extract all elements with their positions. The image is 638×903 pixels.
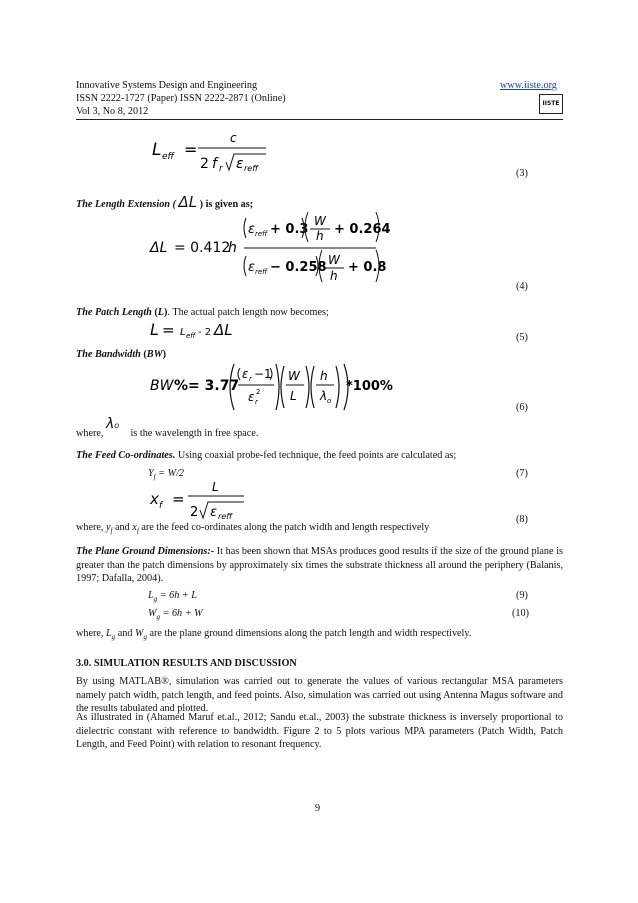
patch-length-symbol: L — [157, 307, 165, 318]
wg-expression: = 6h + W — [162, 608, 203, 619]
patch-length-line: The Patch Length (L). The actual patch length now becomes; — [76, 307, 329, 318]
svg-text:reff: reff — [244, 164, 258, 173]
svg-text:ε: ε — [210, 505, 218, 520]
svg-text:ΔL: ΔL — [150, 240, 168, 256]
svg-text:L: L — [212, 480, 219, 494]
svg-text:ΔL: ΔL — [214, 321, 233, 339]
svg-text:eff: eff — [162, 152, 175, 162]
where-word: where, — [76, 428, 104, 439]
lambda-description: is the wavelength in free space. — [130, 428, 259, 439]
where-feed-line: where, $y_f$ and $x_f$ are the feed co-ordinates along the patch width and length respectively — [76, 522, 430, 536]
volume-line: Vol 3, No 8, 2012 — [76, 106, 149, 117]
eq-number-6: (6) — [516, 402, 528, 413]
eq-number-3: (3) — [516, 168, 528, 179]
svg-text:W: W — [328, 253, 340, 267]
svg-text:o: o — [327, 397, 332, 405]
svg-text:W: W — [314, 214, 326, 228]
svg-text:h: h — [316, 229, 324, 243]
bandwidth-symbol: BW — [146, 349, 163, 360]
svg-text:+ 0.264: + 0.264 — [334, 222, 391, 237]
equation-10: $W_g = 6h + W$ — [148, 608, 203, 622]
eq-number-8: (8) — [516, 514, 528, 525]
svg-text:L: L — [180, 327, 186, 338]
svg-text:+ 0.3: + 0.3 — [270, 222, 309, 237]
length-extension-rest: ) is given as; — [199, 199, 254, 210]
svg-text:r: r — [219, 164, 223, 174]
equation-7: $Y_f = W/2$ — [148, 468, 185, 482]
patch-length-label: The Patch Length — [76, 307, 152, 318]
svg-text:reff: reff — [255, 268, 268, 276]
where-feed-text: are the feed co-ordinates along the patch width and length respectively — [141, 522, 430, 533]
svg-text:− 0.258: − 0.258 — [270, 260, 327, 275]
svg-text:−1: −1 — [254, 367, 272, 381]
svg-text:f: f — [159, 501, 163, 511]
equation-8 — [148, 478, 258, 524]
svg-text:ε: ε — [248, 390, 255, 404]
where-ground-text: are the plane ground dimensions along the patch length and width respectively. — [149, 628, 472, 639]
svg-text:r: r — [249, 375, 252, 383]
svg-text:reff: reff — [218, 512, 232, 521]
feed-label: The Feed Co-ordinates. — [76, 450, 176, 461]
svg-text:ε: ε — [236, 156, 244, 172]
journal-name: Innovative Systems Design and Engineering — [76, 80, 258, 91]
svg-text:h: h — [228, 240, 237, 256]
bandwidth-line: The Bandwidth (BW) — [76, 349, 167, 360]
header-rule — [76, 119, 563, 120]
equation-5 — [148, 318, 268, 342]
equation-4 — [148, 208, 391, 288]
iiste-logo: IISTE — [539, 94, 563, 114]
svg-text:=: = — [172, 490, 185, 508]
yf-expression: = W/2 — [158, 468, 185, 479]
issn-line: ISSN 2222-1727 (Paper) ISSN 2222-2871 (Online) — [76, 93, 286, 104]
svg-text:ε: ε — [242, 367, 249, 381]
svg-text:L: L — [152, 140, 162, 160]
svg-text:reff: reff — [255, 230, 268, 238]
eq-number-4: (4) — [516, 281, 528, 292]
svg-text:λ: λ — [320, 389, 328, 403]
simulation-paragraph-1: By using MATLAB®, simulation was carried out to generate the values of various rectangular MSA parameters namely patch width, patch length, and feed points. Also, simulation was carried out using Antenna Magus software and the results tabulated and plotted. — [76, 676, 563, 714]
eq-number-5: (5) — [516, 332, 528, 343]
svg-text:+ 0.8: + 0.8 — [348, 260, 387, 275]
svg-text:r: r — [255, 398, 258, 406]
svg-text:h: h — [330, 269, 338, 283]
svg-text:- 2: - 2 — [198, 327, 212, 338]
equation-6 — [148, 360, 393, 416]
svg-text:=: = — [184, 140, 198, 159]
svg-text:L: L — [290, 389, 297, 403]
bandwidth-label: The Bandwidth — [76, 349, 141, 360]
svg-text:=: = — [162, 321, 175, 339]
svg-text:%= 3.77: %= 3.77 — [174, 378, 240, 394]
section-heading: 3.0. SIMULATION RESULTS AND DISCUSSION — [76, 658, 297, 669]
where-lambda-line — [76, 416, 259, 440]
lambda-symbol: λo — [105, 416, 120, 432]
svg-text:ε: ε — [248, 260, 256, 275]
ground-label: The Plane Ground Dimensions:- — [76, 546, 215, 557]
page-number: 9 — [315, 803, 321, 814]
ground-rest: It has been shown that MSAs produces good results if the size of the ground plane is greater than the patch dimensions by approximately six times the substrate thickness all around the periphery (Balanis, 1997; Dafalla, 2004). — [76, 546, 563, 584]
lg-expression: = 6h + L — [159, 590, 197, 601]
svg-text:2: 2 — [200, 156, 209, 172]
svg-text:f: f — [212, 156, 217, 172]
svg-text:eff: eff — [186, 332, 196, 340]
svg-text:L: L — [150, 320, 159, 339]
patch-length-rest: . The actual patch length now becomes; — [167, 307, 329, 318]
svg-text:h: h — [320, 369, 328, 383]
svg-text:2: 2 — [190, 505, 199, 520]
svg-text:c: c — [230, 131, 237, 145]
website-link[interactable]: www.iiste.org — [500, 80, 557, 91]
delta-l-symbol: ΔL — [178, 193, 198, 211]
svg-text:BW: BW — [150, 378, 174, 394]
where-ground-line: where, $L_g$ and $W_g$ are the plane ground dimensions along the patch length and width respectively. — [76, 628, 472, 642]
length-extension-label: The Length Extension ( — [76, 199, 176, 210]
eq-number-10: (10) — [512, 608, 529, 619]
svg-text:= 0.412: = 0.412 — [174, 240, 231, 256]
svg-text:*100%: *100% — [346, 379, 393, 394]
feed-rest: Using coaxial probe-fed technique, the feed points are calculated as; — [175, 450, 457, 461]
equation-9: $L_g = 6h + L$ — [148, 590, 197, 604]
simulation-paragraph-2: As illustrated in (Ahamed Maruf et.al., 2012; Sandu et.al., 2003) the substrate thickness is inversely proportional to dielectric constant with reference to bandwidth. Figure 2 to 5 plots various MPA parameters (Patch Width, Patch Length, and Feed Point) with relation to resonant frequency. — [76, 712, 563, 750]
feed-coordinates-line — [76, 449, 456, 462]
svg-text:W: W — [288, 369, 300, 383]
equation-3 — [148, 128, 278, 174]
svg-text:ε: ε — [248, 222, 256, 237]
svg-text:x: x — [150, 490, 159, 508]
svg-text:2: 2 — [256, 388, 261, 396]
eq-number-7: (7) — [516, 468, 528, 479]
eq-number-9: (9) — [516, 590, 528, 601]
ground-plane-paragraph — [76, 545, 563, 586]
